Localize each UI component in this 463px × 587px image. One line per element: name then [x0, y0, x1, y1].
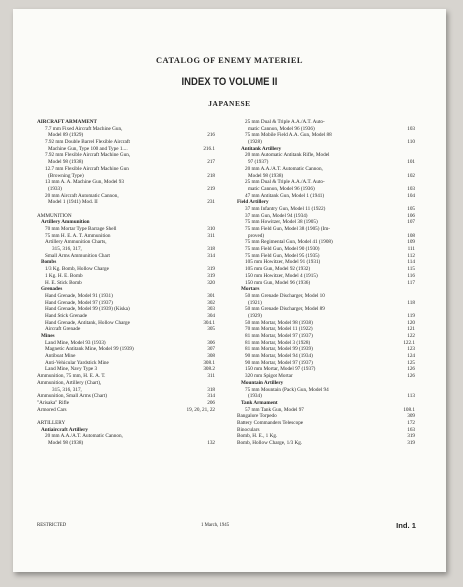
index-entry [37, 213, 215, 220]
entry-page: 102 [407, 172, 415, 179]
index-entry [237, 393, 415, 400]
entry-text: 97 (1937) [248, 159, 269, 166]
entry-text: Mines [41, 333, 55, 339]
index-entry [237, 159, 415, 166]
entry-page: 319 [407, 433, 415, 440]
entry-text: 70 mm Mortar Type Barrage Shell [45, 226, 117, 232]
index-entry [37, 239, 215, 246]
entry-page: 206 [207, 399, 215, 406]
entry-page: 219 [207, 185, 215, 192]
entry-text: 320 mm Spigot Mortar [245, 373, 293, 380]
entry-page: 320 [207, 279, 215, 286]
index-entry [37, 273, 215, 280]
entry-text: 50 mm Mortar, Model 98 (1938) [245, 319, 313, 326]
entry-page: 304 [207, 312, 215, 319]
index-entry [237, 186, 415, 193]
entry-text: Model 98 (1938) [248, 172, 284, 179]
entry-page: 115 [407, 266, 415, 273]
entry-text: 81 mm Mortar, Model 97 (1937) [245, 333, 313, 339]
entry-page: 110 [407, 139, 415, 146]
entry-text: Bombs [41, 259, 57, 266]
entry-text: proved) [248, 232, 265, 239]
entry-page: 118 [407, 299, 415, 306]
index-entry [237, 326, 415, 333]
entry-text: 75 mm Field Gun, Model 38 (1905) (Im- [245, 226, 331, 232]
entry-text: 75 mm Mobile Field A.A. Gun, Model 88 [245, 132, 332, 139]
index-title: INDEX TO VOLUME II [181, 76, 278, 88]
index-entry [237, 300, 415, 307]
index-entry [37, 433, 215, 440]
index-entry [237, 266, 415, 273]
entry-page: 101 [407, 159, 415, 166]
index-entry [237, 306, 415, 313]
entry-text: Artillery Ammunition [41, 219, 90, 226]
index-entry [237, 173, 415, 180]
index-entry [37, 400, 215, 407]
index-entry [37, 293, 215, 300]
entry-text: matic Cannon, Model 96 (1936) [248, 185, 315, 192]
index-entry [237, 273, 415, 280]
index-entry [237, 387, 415, 394]
entry-text: Antiaircraft Artillery [41, 426, 89, 433]
entry-text: 70 mm Mortar, Model 11 (1922) [245, 326, 313, 333]
entry-text: Small Arms Ammunition Chart [45, 252, 110, 259]
entry-text: 20 mm A.A./A.T. Automatic Cannon, [45, 433, 123, 440]
entry-text: (1921) [248, 299, 262, 306]
index-entry [37, 407, 215, 414]
index-entry [237, 440, 415, 447]
entry-text: 75 mm Howitzer, Model 38 (1905) [245, 219, 318, 226]
index-heading [37, 259, 215, 266]
index-entry [237, 427, 415, 434]
entry-text: Hand Grenade, Model 99 (1939) (Kiska) [45, 306, 130, 313]
index-entry [37, 420, 215, 427]
entry-text: 37 mm Gun, Model 94 (1934) [245, 212, 308, 219]
index-entry [37, 246, 215, 253]
entry-text: Aircraft Grenade [45, 326, 81, 333]
entry-page: 106 [407, 212, 415, 219]
entry-page: 108.1 [403, 406, 415, 413]
index-entry [37, 313, 215, 320]
entry-text: 20 mm Aircraft Automatic Cannon, [45, 192, 119, 199]
index-heading [37, 286, 215, 293]
entry-text: (1933) [48, 185, 62, 192]
index-entry [237, 219, 415, 226]
index-entry [37, 353, 215, 360]
entry-page: 314 [207, 393, 215, 400]
entry-text: 75 mm Field Gun, Model 90 (1930) [245, 246, 320, 253]
entry-text: 315, 316, 317, [52, 386, 82, 393]
entry-page: 122.1 [403, 339, 415, 346]
entry-text: Artillery Ammunition Charts, [45, 239, 107, 246]
entry-page: 109 [407, 239, 415, 246]
entry-text: Model 98 (1938) [48, 159, 84, 166]
entry-page: 218 [207, 172, 215, 179]
index-entry [37, 440, 215, 447]
entry-text: 7.92 mm Double Barrel Flexible Aircraft [45, 139, 130, 146]
index-heading [37, 333, 215, 340]
entry-text: Binoculars [237, 426, 260, 433]
entry-page: 308.1 [203, 359, 215, 366]
entry-page: 308 [207, 353, 215, 360]
index-entry [37, 199, 215, 206]
entry-page: 104 [407, 192, 415, 199]
entry-text: 25 mm Dual & Triple A.A./A.T. Auto- [245, 119, 325, 125]
index-entry [237, 366, 415, 373]
entry-text: Ammunition, Artillery (Chart), [37, 379, 102, 386]
index-entry [237, 246, 415, 253]
entry-text: 12.7 mm Flexible Aircraft Machine Gun [45, 165, 129, 172]
index-heading [237, 286, 415, 293]
entry-page: 319 [407, 440, 415, 446]
entry-text: (1934) [248, 393, 262, 400]
entry-text: Armored Cars [37, 406, 67, 413]
entry-text: 50 mm Grenade Discharger, Model 10 [245, 292, 325, 299]
entry-page: 307 [207, 346, 215, 353]
entry-text: 75 mm Field Gun, Model 95 (1935) [245, 252, 320, 259]
entry-page: 318 [207, 386, 215, 393]
entry-text: Grenades [41, 286, 63, 293]
index-entry [37, 306, 215, 313]
entry-page: 304.1 [203, 319, 215, 326]
entry-text: 1/3 Kg. Bomb, Hollow Charge [45, 266, 109, 273]
index-entry [237, 166, 415, 173]
index-entry [237, 280, 415, 287]
entry-text: 81 mm Mortar, Model 99 (1939) [245, 346, 313, 353]
entry-text: Model 98 (1938) [48, 440, 84, 446]
index-entry [37, 380, 215, 387]
entry-page: 308.2 [203, 366, 215, 373]
entry-text: (Browning Type) [48, 172, 84, 179]
entry-page: 122 [407, 333, 415, 339]
entry-text: Mortars [241, 286, 260, 293]
entry-page: 303 [207, 306, 215, 313]
index-entry [237, 126, 415, 133]
entry-page: 319 [207, 266, 215, 273]
entry-text: 20 mm Automatic Antitank Rifle, Model [245, 152, 330, 159]
entry-page: 306 [207, 339, 215, 346]
entry-page: 125 [407, 359, 415, 366]
index-entry [237, 119, 415, 126]
entry-page: 216.1 [203, 145, 215, 152]
index-column-left [37, 119, 215, 447]
classification-code: RESTRICTED [37, 523, 67, 528]
index-heading [237, 199, 415, 206]
entry-page: 117 [407, 279, 415, 286]
entry-text: 37 mm Infantry Gun, Model 11 (1922) [245, 205, 326, 212]
entry-text: Bangalore Torpedo [237, 413, 277, 420]
index-heading [237, 400, 415, 407]
entry-text: Hand Grenade, Model 91 (1931) [45, 292, 113, 299]
document-page [13, 9, 446, 572]
index-entry [37, 179, 215, 186]
entry-text: ARTILLERY [37, 419, 66, 426]
index-entry [37, 266, 215, 273]
index-entry [237, 313, 415, 320]
index-entry [37, 139, 215, 146]
entry-text: Model 89 (1929) [48, 132, 84, 139]
entry-text: matic Cannon, Model 96 (1936) [248, 125, 315, 132]
entry-text: Land Mine, Model 93 (1933) [45, 339, 106, 346]
entry-page: 108 [407, 232, 415, 239]
index-spacer [37, 206, 215, 213]
entry-page: 105 [407, 205, 415, 212]
index-entry [37, 159, 215, 166]
entry-page: 163 [407, 426, 415, 433]
entry-text: 105 mm Gun, Model 92 (1932) [245, 266, 311, 273]
entry-page: 113 [407, 393, 415, 400]
catalog-title: CATALOG OF ENEMY MATERIEL [155, 56, 304, 65]
entry-page: 103 [407, 185, 415, 192]
index-entry [237, 226, 415, 233]
index-entry [37, 280, 215, 287]
entry-page: 217 [207, 159, 215, 166]
entry-text: Hand Grenade, Antitank, Hollow Charge [45, 319, 130, 326]
entry-page: 121 [407, 326, 415, 333]
index-entry [37, 166, 215, 173]
entry-page: 19, 20, 21, 22 [186, 406, 215, 413]
entry-text: 25 mm Dual & Triple A.A./A.T. Auto- [245, 179, 325, 186]
entry-text: Hand Stick Grenade [45, 312, 88, 319]
index-heading [37, 219, 215, 226]
entry-text: 105 mm Howitzer, Model 91 (1931) [245, 259, 321, 266]
index-entry [237, 132, 415, 139]
index-spacer [37, 413, 215, 420]
index-heading [37, 119, 215, 126]
page-footer [13, 523, 446, 533]
entry-page: 120 [407, 319, 415, 326]
section-title: JAPANESE [208, 99, 251, 108]
entry-text: Machine Gun, Type 100 and Type 1.... [48, 145, 128, 152]
entry-text: Bomb, H. E., 1 Kg. [237, 433, 278, 440]
index-entry [37, 346, 215, 353]
entry-page: 103 [407, 125, 415, 132]
entry-text: 315, 316, 317, [52, 246, 82, 253]
entry-page: 301 [207, 292, 215, 299]
entry-text: 13 mm A. A. Machine Gun, Model 93 [45, 179, 124, 186]
index-entry [237, 353, 415, 360]
index-entry [37, 393, 215, 400]
index-entry [237, 293, 415, 300]
entry-page: 216 [207, 132, 215, 139]
index-entry [237, 407, 415, 414]
index-column-right [237, 119, 415, 447]
entry-text: 20 mm A.A./A.T. Automatic Cannon, [245, 165, 323, 172]
entry-text: 50 mm Grenade Discharger, Model 89 [245, 306, 325, 313]
entry-text: Ammunition, Small Arms (Chart) [37, 393, 108, 400]
index-heading [237, 380, 415, 387]
index-entry [237, 413, 415, 420]
entry-text: Ammunition, 75 mm, H. E. A. T. [37, 373, 106, 380]
entry-page: 124 [407, 353, 415, 360]
entry-page: 305 [207, 326, 215, 333]
index-entry [37, 173, 215, 180]
index-entry [237, 373, 415, 380]
entry-text: 57 mm Tank Gun, Model 97 [245, 406, 304, 413]
entry-text: Antiboat Mine [45, 353, 76, 360]
index-entry [237, 433, 415, 440]
entry-page: 311 [207, 373, 215, 380]
entry-page: 172 [407, 419, 415, 426]
index-entry [37, 226, 215, 233]
entry-text: Model 1 (1941) Mod. II [48, 199, 98, 206]
entry-page: 314 [207, 252, 215, 259]
index-entry [237, 206, 415, 213]
entry-page: 311 [207, 232, 215, 239]
index-entry [237, 193, 415, 200]
entry-text: Magnetic Antitank Mine, Model 99 (1939) [45, 346, 134, 353]
entry-page: 112 [407, 252, 415, 259]
entry-text: 90 mm Mortar, Model 94 (1934) [245, 353, 313, 360]
entry-text: 75 mm H. E. A. T. Ammunition [45, 232, 111, 239]
entry-text: Antitank Artillery [241, 145, 282, 152]
index-entry [237, 420, 415, 427]
entry-text: (1929) [248, 312, 262, 319]
entry-text: 81 mm Mortar, Model 3 (1928) [245, 339, 311, 346]
index-entry [37, 186, 215, 193]
entry-page: 302 [207, 299, 215, 306]
page-number: Ind. 1 [396, 521, 416, 530]
entry-text: 150 mm Gun, Model 96 (1936) [245, 279, 311, 286]
index-entry [37, 326, 215, 333]
entry-text: AMMUNITION [37, 212, 72, 219]
entry-text: Mountain Artillery [241, 379, 284, 386]
entry-page: 116 [407, 272, 415, 279]
entry-page: 231 [207, 199, 215, 206]
entry-text: Anti-Vehicular Yardstick Mine [45, 359, 109, 366]
entry-text: "Arisaka" Rifle [37, 399, 70, 406]
footer-date: 1 March, 1945 [201, 523, 230, 528]
entry-text: 90 mm Mortar, Model 97 (1937) [245, 359, 313, 366]
entry-page: 119 [407, 312, 415, 319]
index-entry [37, 233, 215, 240]
index-entry [237, 139, 415, 146]
index-entry [37, 360, 215, 367]
entry-text: Hand Grenade, Model 97 (1937) [45, 299, 113, 306]
entry-page: 107 [407, 219, 415, 226]
entry-text: 150 mm Mortar, Model 97 (1937) [245, 366, 316, 373]
entry-page: 319 [207, 272, 215, 279]
index-entry [37, 366, 215, 373]
entry-text: AIRCRAFT ARMAMENT [37, 119, 97, 125]
entry-text: 7.7 mm Fixed Aircraft Machine Gun, [45, 125, 123, 132]
index-entry [37, 253, 215, 260]
entry-page: 132 [207, 440, 215, 446]
entry-text: 75 mm Regimental Gun, Model 41 (1908) [245, 239, 333, 246]
entry-page: 114 [407, 259, 415, 266]
entry-text: 75 mm Mountain (Pack) Gun, Model 94 [245, 386, 329, 393]
index-entry [237, 179, 415, 186]
entry-text: H. E. Stick Bomb [45, 279, 82, 286]
entry-page: 126 [407, 373, 415, 380]
entry-text: 47 mm Antitank Gun, Model 1 (1941) [245, 192, 325, 199]
entry-page: 309 [407, 413, 415, 420]
entry-text: Land Mine, Navy Type 3 [45, 366, 98, 373]
entry-text: 7.92 mm Flexible Aircraft Machine Gun, [45, 152, 131, 159]
entry-text: Tank Armament [241, 399, 278, 406]
entry-page: 318 [207, 246, 215, 253]
index-entry [37, 373, 215, 380]
index-heading [37, 427, 215, 434]
entry-text: Field Artillery [237, 199, 269, 206]
entry-text: 150 mm Howitzer, Model 4 (1915) [245, 272, 318, 279]
entry-text: (1928) [248, 139, 262, 146]
index-entry [237, 333, 415, 340]
entry-page: 310 [207, 226, 215, 232]
entry-text: Bomb, Hollow Charge, 1/3 Kg. [237, 440, 303, 446]
entry-text: 1 Kg. H. E. Bomb [45, 272, 83, 279]
entry-text: Battery Commanders Telescope [237, 419, 304, 426]
entry-page: 111 [407, 246, 415, 253]
entry-page: 123 [407, 346, 415, 353]
entry-page: 126 [407, 366, 415, 373]
